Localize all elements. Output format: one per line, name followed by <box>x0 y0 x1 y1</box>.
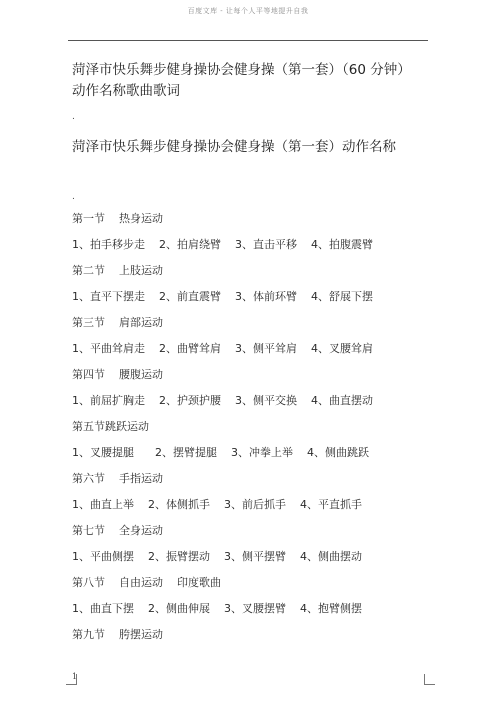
section-moves: 1、前屈扩胸走 2、护颈护腰 3、侧平交换 4、曲直摆动 <box>72 394 373 407</box>
section-moves: 1、拍手移步走 2、拍肩绕臂 3、直击平移 4、拍腹震臂 <box>72 238 373 251</box>
section-moves: 1、直平下摆走 2、前直震臂 3、体前环臂 4、舒展下摆 <box>72 290 373 303</box>
document-title <box>72 60 432 102</box>
section-moves: 1、平曲耸肩走 2、曲臂耸肩 3、侧平耸肩 4、叉腰耸肩 <box>72 342 373 355</box>
crop-mark-left <box>66 674 77 685</box>
section-heading: 第七节 全身运动 <box>72 524 163 537</box>
section-heading: 第三节 肩部运动 <box>72 316 163 329</box>
section-heading: 第二节 上肢运动 <box>72 264 163 277</box>
section-heading: 第一节 热身运动 <box>72 212 163 225</box>
section-subtitle: 菏泽市快乐舞步健身操协会健身操（第一套）动作名称 <box>72 139 396 155</box>
page-header: 百度文库 - 让每个人平等地提升自我 <box>187 7 309 15</box>
bullet-mark: . <box>72 112 75 122</box>
bullet-mark: . <box>72 192 75 202</box>
section-moves: 1、曲直下摆 2、侧曲伸展 3、叉腰摆臂 4、抱臂侧摆 <box>72 602 362 615</box>
section-moves: 1、曲直上举 2、体侧抓手 3、前后抓手 4、平直抓手 <box>72 498 362 511</box>
title-line-2: 动作名称歌曲歌词 <box>72 83 180 99</box>
section-heading: 第八节 自由运动 印度歌曲 <box>72 576 221 589</box>
title-line-1: 菏泽市快乐舞步健身操协会健身操（第一套）（60 分钟） <box>72 62 411 78</box>
section-heading: 第九节 胯摆运动 <box>72 628 163 641</box>
section-heading: 第五节跳跃运动 <box>72 420 149 433</box>
header-divider <box>68 40 428 41</box>
section-moves: 1、叉腰提腿 2、摆臂提腿 3、冲拳上举 4、侧曲跳跃 <box>72 446 369 459</box>
section-heading: 第四节 腰腹运动 <box>72 368 163 381</box>
section-moves: 1、平曲侧摆 2、振臂摆动 3、侧平摆臂 4、侧曲摆动 <box>72 550 362 563</box>
page-number: 1 <box>72 672 78 681</box>
crop-mark-right <box>424 674 435 685</box>
section-heading: 第六节 手指运动 <box>72 472 163 485</box>
